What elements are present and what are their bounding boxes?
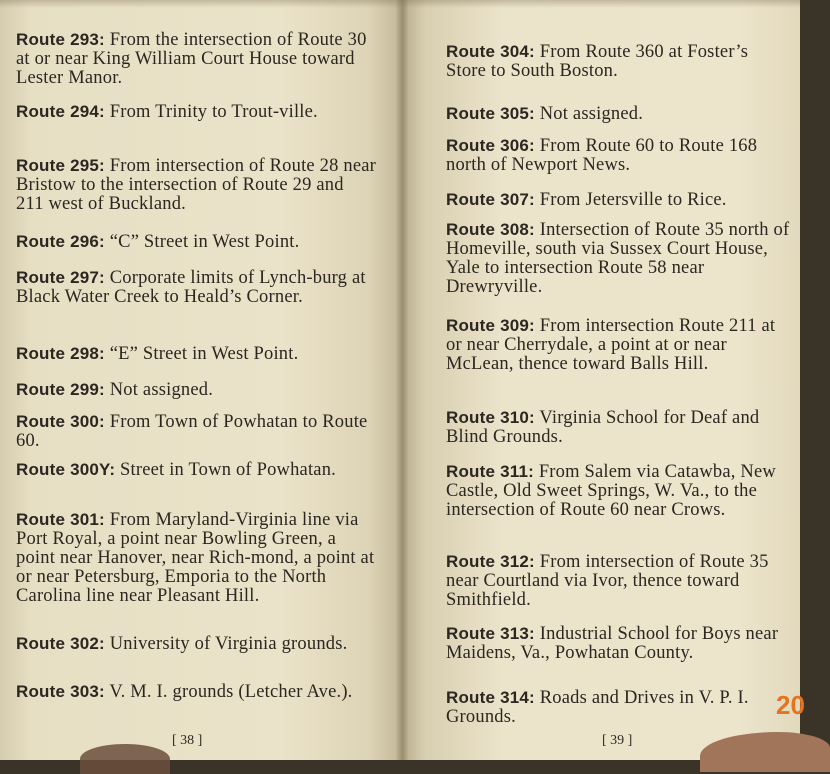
route-description: “C” Street in West Point.: [109, 232, 300, 252]
route-entry-301: [16, 510, 376, 606]
route-description: From intersection Route 211 at or near Cherrydale, a point at or near McLean, thence toward Balls Hill.: [446, 316, 776, 374]
page-number-right: [ 39 ]: [602, 733, 633, 748]
route-entry-305: [446, 104, 790, 124]
route-entry-300y: [16, 460, 376, 480]
route-number: Route 302:: [16, 634, 105, 653]
route-entry-308: [446, 220, 790, 297]
route-entry-294: [16, 102, 376, 122]
route-description: From Route 60 to Route 168 north of Newport News.: [446, 136, 758, 175]
route-description: From the intersection of Route 30 at or near King William Court House toward Lester Manor.: [16, 30, 367, 88]
route-description: From Jetersville to Rice.: [539, 190, 727, 210]
page-number-left: [ 38 ]: [172, 733, 203, 748]
route-entry-295: [16, 156, 376, 214]
route-description: Industrial School for Boys near Maidens, Va., Powhatan County.: [446, 624, 779, 663]
route-description: From Trinity to Trout-ville.: [109, 102, 318, 122]
route-description: From Salem via Catawba, New Castle, Old Sweet Springs, W. Va., to the intersection of Route 60 near Crows.: [446, 462, 776, 520]
route-entry-304: [446, 42, 790, 81]
route-number: Route 294:: [16, 102, 105, 121]
route-entry-302: [16, 634, 376, 654]
route-number: Route 299:: [16, 380, 105, 399]
route-entry-310: [446, 408, 790, 447]
route-number: Route 313:: [446, 624, 535, 643]
route-number: Route 304:: [446, 42, 535, 61]
route-description: From Town of Powhatan to Route 60.: [16, 412, 368, 451]
route-number: Route 312:: [446, 552, 535, 571]
book-gutter: [396, 0, 408, 760]
route-number: Route 298:: [16, 344, 105, 363]
thumb: [80, 744, 170, 774]
route-number: Route 303:: [16, 682, 105, 701]
route-number: Route 306:: [446, 136, 535, 155]
date-stamp: 20: [776, 690, 805, 720]
route-description: From Maryland-Virginia line via Port Royal, a point near Bowling Green, a point near Hanover, near Rich-mond, a point at or near Petersburg, Emporia to the North Carolina line near Pleasant Hill.: [16, 510, 375, 606]
route-description: “E” Street in West Point.: [109, 344, 299, 364]
route-entry-306: [446, 136, 790, 175]
route-entry-303: [16, 682, 376, 702]
route-entry-297: [16, 268, 376, 307]
route-description: Virginia School for Deaf and Blind Grounds.: [446, 408, 760, 447]
route-description: Not assigned.: [109, 380, 214, 400]
route-number: Route 310:: [446, 408, 535, 427]
route-entry-311: [446, 462, 790, 520]
route-description: Roads and Drives in V. P. I. Grounds.: [446, 688, 749, 727]
route-number: Route 293:: [16, 30, 105, 49]
route-number: Route 314:: [446, 688, 535, 707]
route-description: V. M. I. grounds (Letcher Ave.).: [109, 682, 353, 702]
route-number: Route 297:: [16, 268, 105, 287]
right-page: [402, 0, 800, 760]
route-description: Intersection of Route 35 north of Homeville, south via Sussex Court House, Yale to intersection Route 58 near Drewryville.: [446, 220, 790, 297]
route-entry-300: [16, 412, 376, 451]
route-entry-312: [446, 552, 790, 610]
route-description: Street in Town of Powhatan.: [120, 460, 336, 480]
route-entry-296: [16, 232, 376, 252]
route-number: Route 309:: [446, 316, 535, 335]
route-entry-298: [16, 344, 376, 364]
route-description: Corporate limits of Lynch-burg at Black Water Creek to Heald’s Corner.: [16, 268, 366, 307]
route-number: Route 295:: [16, 156, 105, 175]
route-description: Not assigned.: [539, 104, 644, 124]
left-page: [0, 0, 402, 760]
page-top-shadow: [0, 0, 800, 8]
route-number: Route 300:: [16, 412, 105, 431]
route-number: Route 305:: [446, 104, 535, 123]
route-description: From intersection of Route 35 near Courtland via Ivor, thence toward Smithfield.: [446, 552, 769, 610]
route-description: University of Virginia grounds.: [109, 634, 348, 654]
route-entry-309: [446, 316, 790, 374]
route-number: Route 300Y:: [16, 460, 116, 479]
route-description: From Route 360 at Foster’s Store to South Boston.: [446, 42, 749, 81]
route-number: Route 307:: [446, 190, 535, 209]
route-entry-313: [446, 624, 790, 663]
route-description: From intersection of Route 28 near Bristow to the intersection of Route 29 and 211 west of Buckland.: [16, 156, 377, 214]
route-number: Route 311:: [446, 462, 534, 481]
route-entry-307: [446, 190, 790, 210]
route-number: Route 301:: [16, 510, 105, 529]
route-entry-293: [16, 30, 376, 88]
route-entry-299: [16, 380, 376, 400]
route-entry-314: [446, 688, 790, 727]
route-number: Route 308:: [446, 220, 535, 239]
route-number: Route 296:: [16, 232, 105, 251]
